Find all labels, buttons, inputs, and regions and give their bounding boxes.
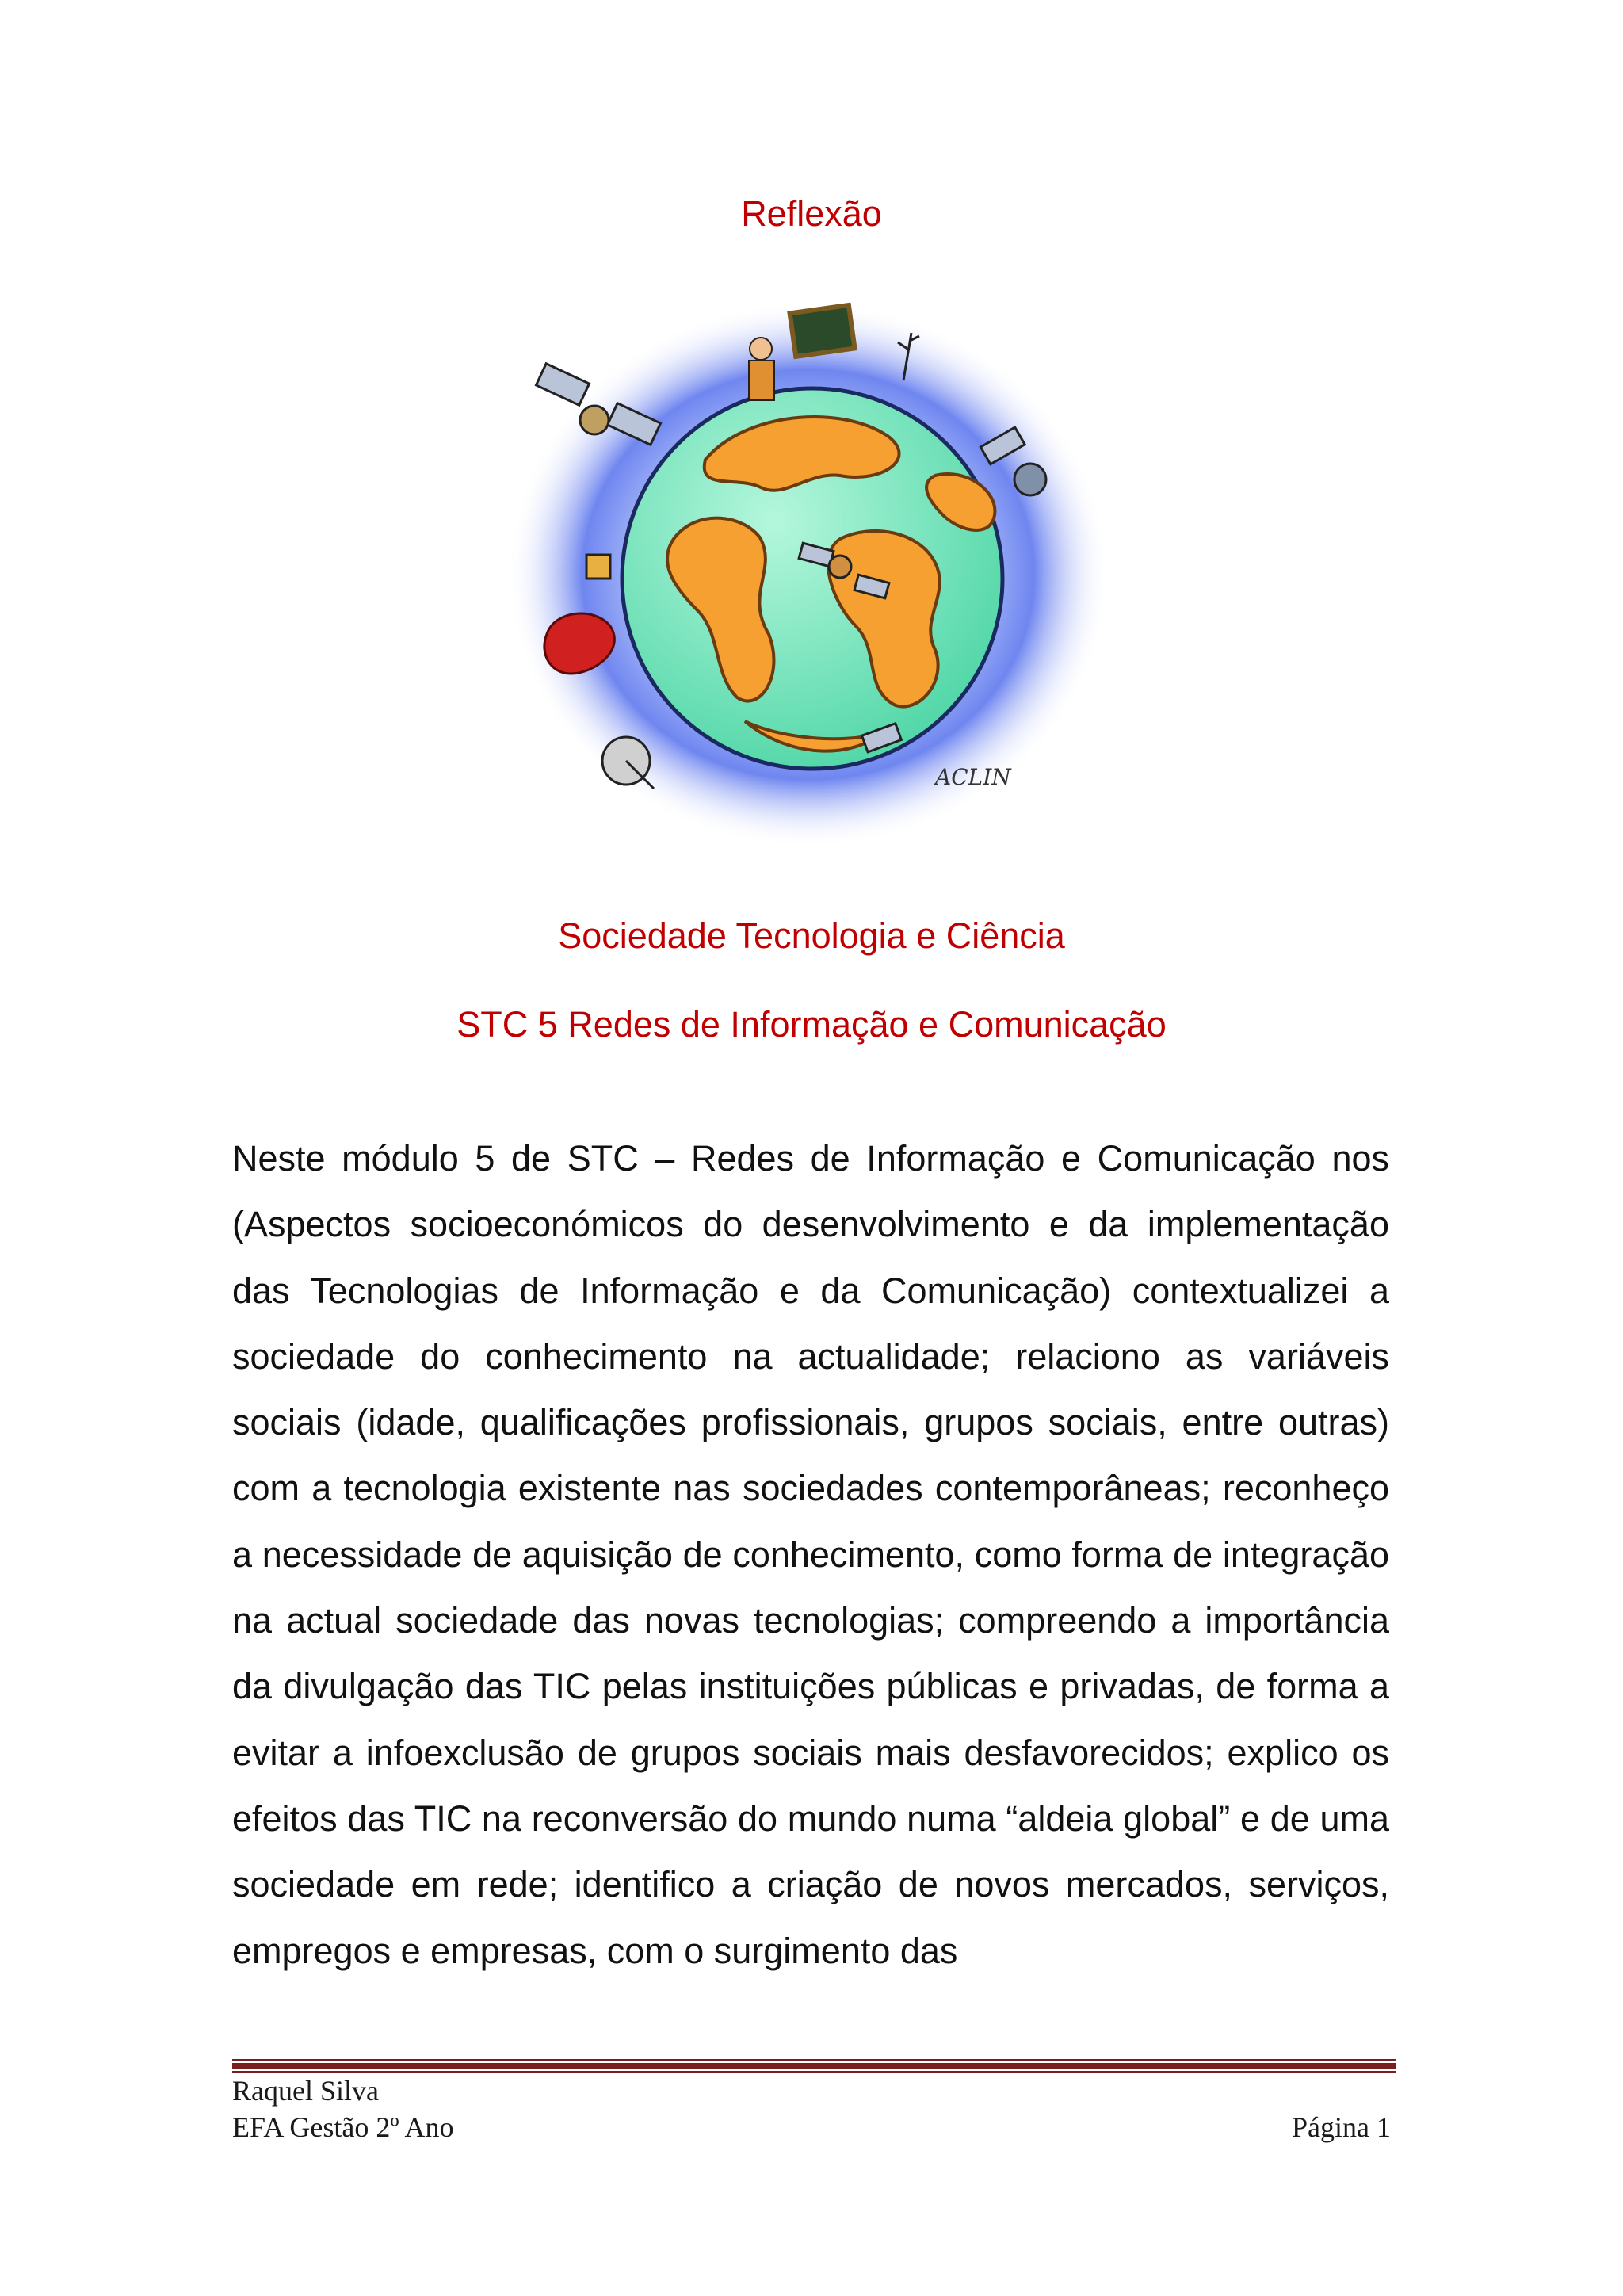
footer-divider-thick (232, 2063, 1396, 2069)
globe-communications-icon (507, 301, 1109, 856)
illustration-signature: ACLIN (935, 764, 1011, 790)
footer-divider (232, 2059, 1396, 2061)
subtitle-course: Sociedade Tecnologia e Ciência (558, 915, 1065, 956)
footer-page-number: Página 1 (1292, 2111, 1391, 2143)
footer-divider-bottom (232, 2071, 1396, 2073)
globe-illustration (507, 301, 1109, 856)
footer-course: EFA Gestão 2º Ano (232, 2111, 454, 2143)
footer-author: Raquel Silva (232, 2075, 379, 2107)
subtitle-module: STC 5 Redes de Informação e Comunicação (456, 1004, 1167, 1045)
body-paragraph: Neste módulo 5 de STC – Redes de Informação e Comunicação nos (Aspectos socioeconómicos do desenvolvimento e da implementação das Tecnologias de Informação e da Comunicação) contextualizei a sociedade do conhecimento na actualidade; relaciono as variáveis sociais (idade, qualificações profissionais, grupos sociais, entre outras) com a tecnologia existente nas sociedades contemporâneas; reconheço a necessidade de aquisição de conhecimento, como forma de integração na actual sociedade das novas tecnologias; compreendo a importância da divulgação das TIC pelas instituições públicas e privadas, de forma a evitar a infoexclusão de grupos sociais mais desfavorecidos; explico os efeitos das TIC na reconversão do mundo numa “aldeia global” e de uma sociedade em rede; identifico a criação de novos mercados, serviços, empregos e empresas, com o surgimento das (232, 1138, 1389, 1971)
page-title: Reflexão (741, 193, 882, 234)
